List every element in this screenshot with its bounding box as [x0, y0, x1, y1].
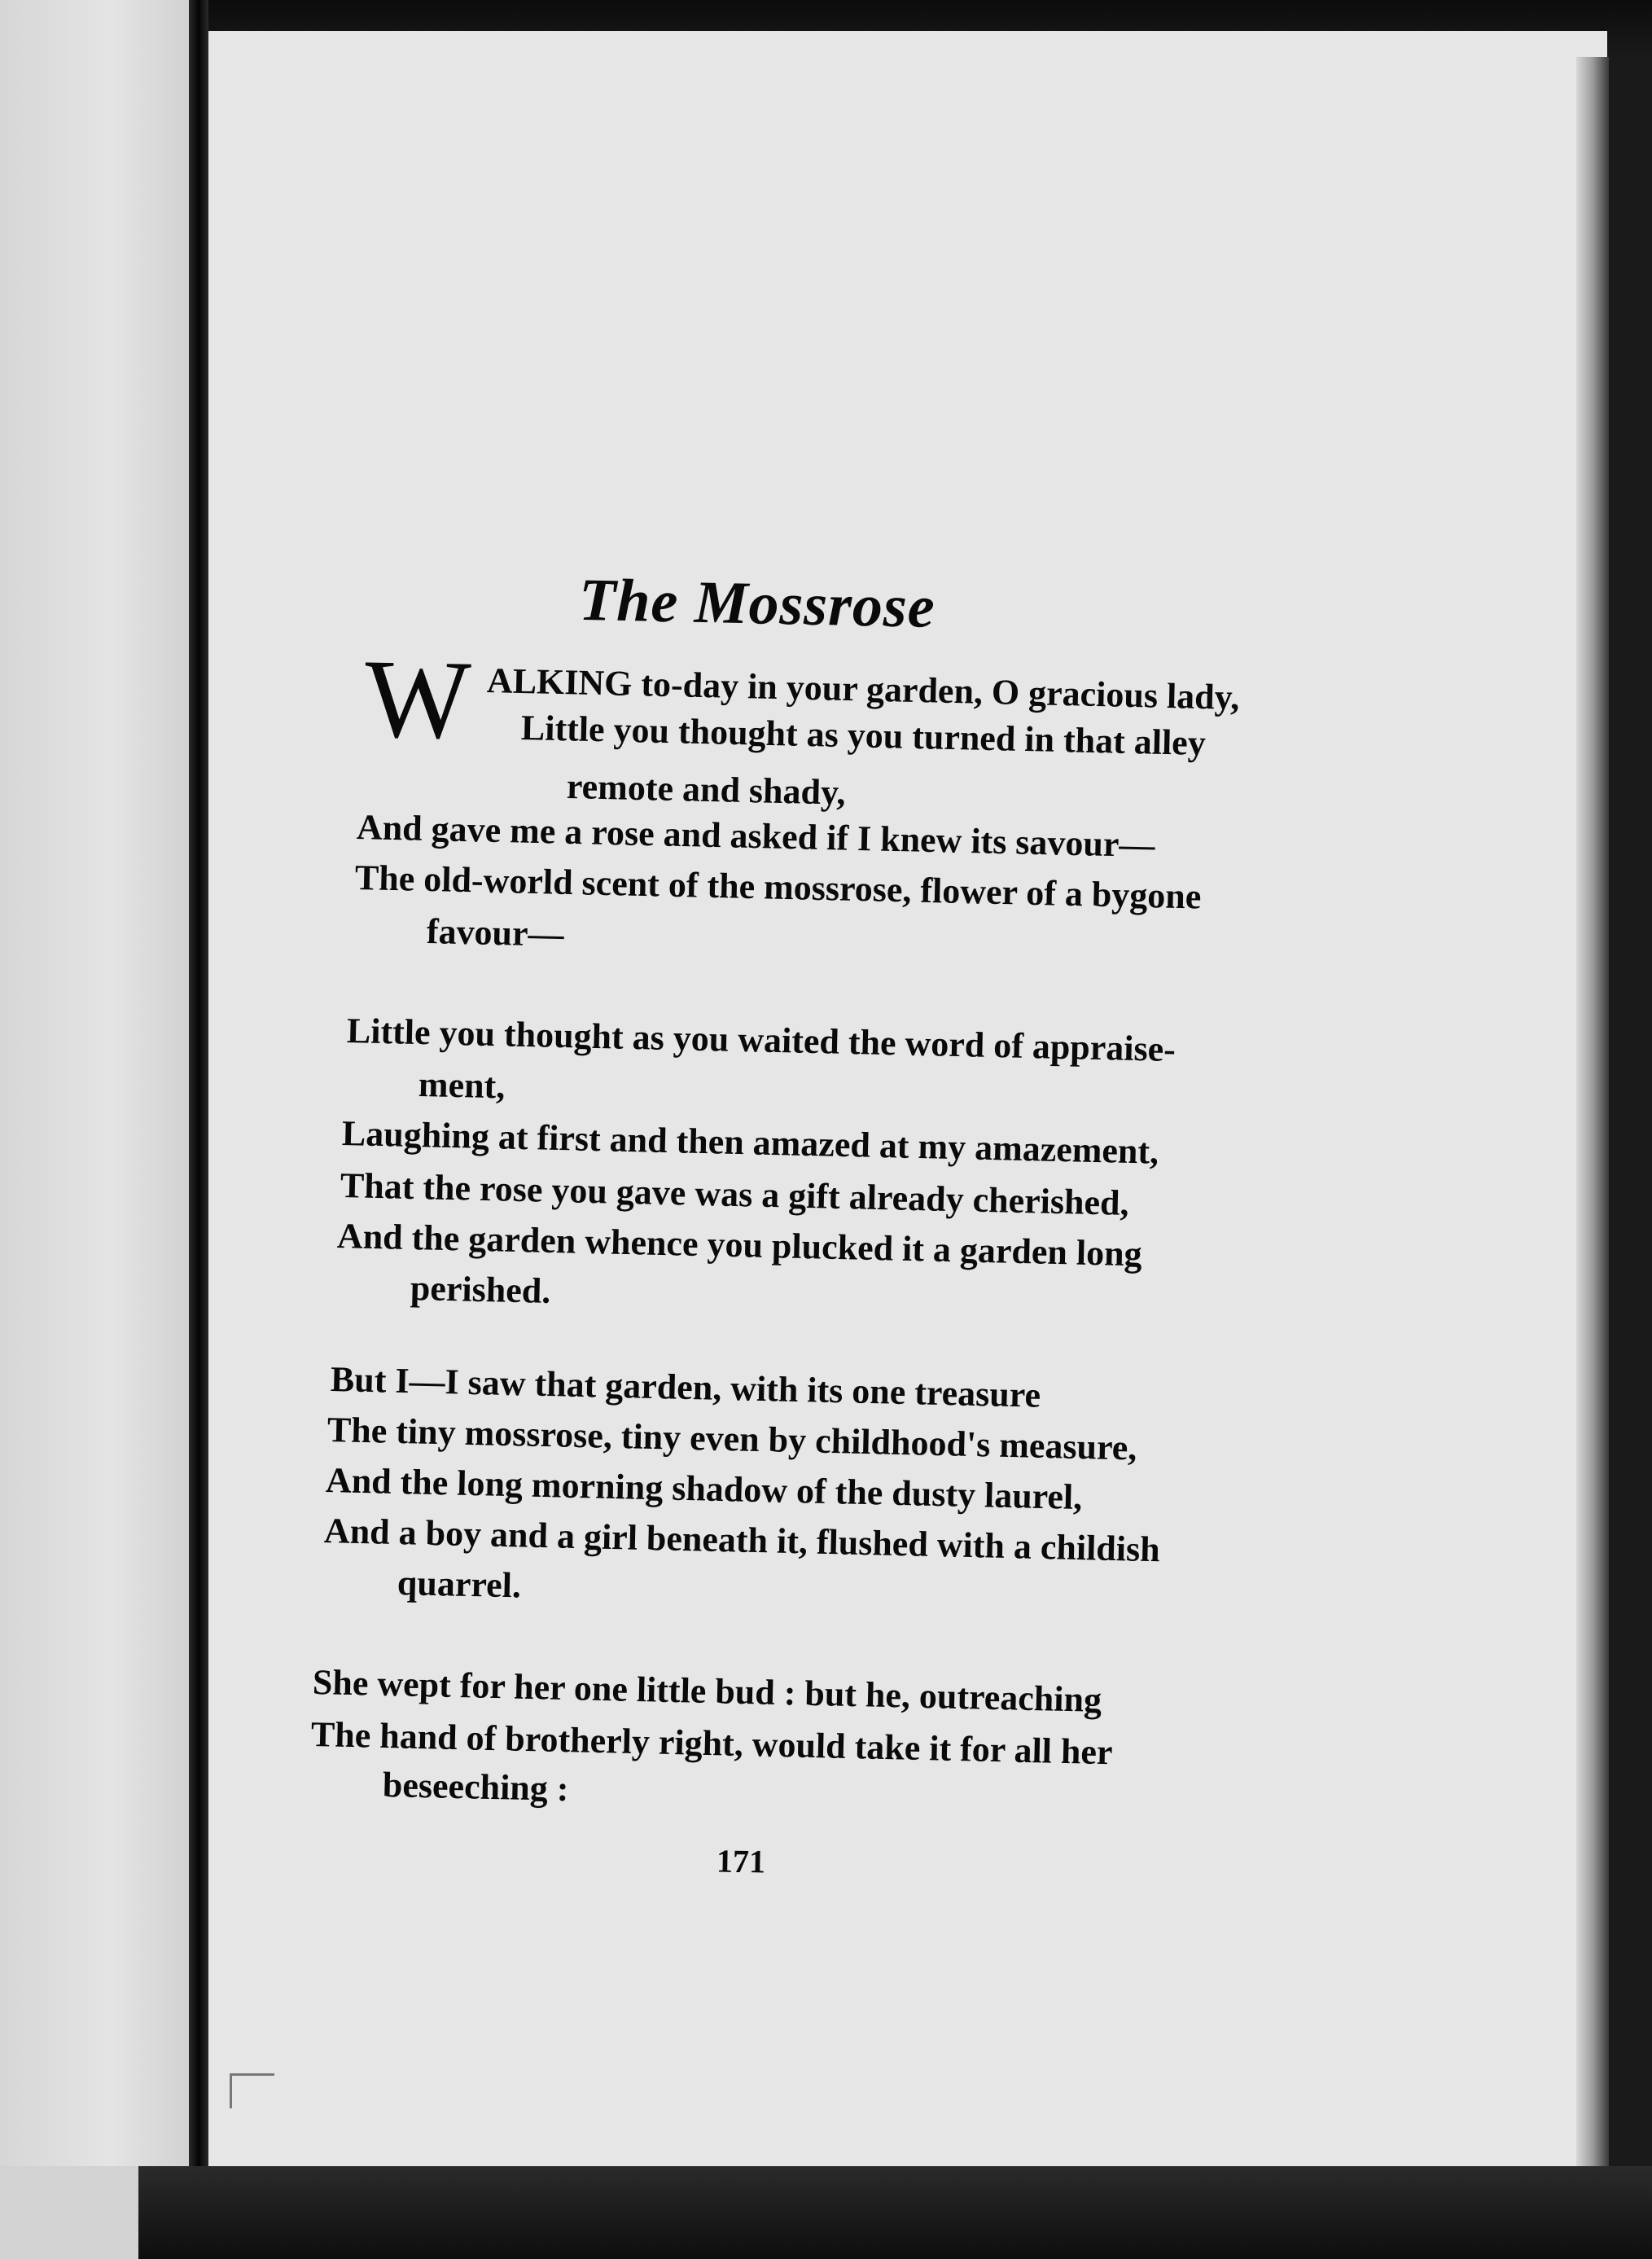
poem-line: Little you thought as you turned in that alley: [520, 708, 1207, 764]
book-page: [208, 31, 1607, 2174]
poem-line: ment,: [418, 1064, 506, 1107]
poem-line: ALKING to-day in your garden, O gracious lady,: [486, 660, 1240, 717]
poem-line: And the garden whence you plucked it a garden long: [336, 1216, 1143, 1274]
poem-line: perished.: [410, 1268, 551, 1311]
poem-line: The hand of brotherly right, would take it for all her: [310, 1714, 1114, 1773]
page-corner-mark: [230, 2073, 274, 2108]
poem-line: remote and shady,: [566, 766, 847, 813]
poem-line: And gave me a rose and asked if I knew its savour—: [356, 807, 1156, 866]
poem-line: beseeching :: [382, 1765, 570, 1809]
left-facing-page: [0, 0, 200, 2259]
poem-line: She wept for her one little bud : but he, outreaching: [312, 1662, 1102, 1720]
poem-line: And the long morning shadow of the dusty laurel,: [325, 1460, 1083, 1518]
poem-line: The tiny mossrose, tiny even by childhood's measure,: [326, 1410, 1137, 1468]
poem-line: The old-world scent of the mossrose, flower of a bygone: [354, 858, 1202, 917]
poem-line: But I—I saw that garden, with its one treasure: [330, 1359, 1041, 1415]
poem-line: favour—: [426, 911, 565, 954]
poem-line: That the rose you gave was a gift already cherished,: [340, 1165, 1130, 1223]
poem-line: quarrel.: [397, 1563, 522, 1606]
page-number: 171: [716, 1842, 766, 1880]
poem-title: The Mossrose: [578, 566, 936, 641]
book-spine: [189, 0, 208, 2259]
drop-cap: W: [363, 635, 472, 763]
poem-line: Laughing at first and then amazed at my amazement,: [341, 1113, 1159, 1172]
scan-bottom-left: [0, 2166, 138, 2259]
poem-line: Little you thought as you waited the word of appraise-: [346, 1011, 1177, 1070]
scan-bottom-edge: [130, 2166, 1652, 2259]
poem-line: And a boy and a girl beneath it, flushed with a childish: [323, 1511, 1161, 1570]
page-right-edge: [1576, 57, 1609, 2166]
